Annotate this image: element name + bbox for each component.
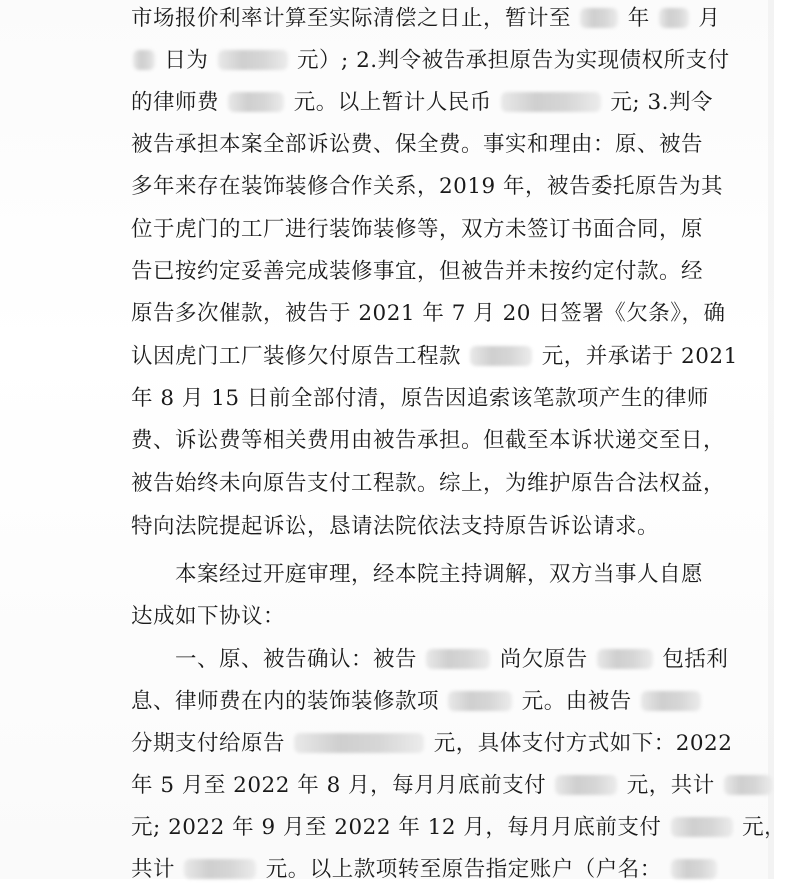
redacted-plaintiff-name [597, 649, 653, 669]
redacted-lawyer-fee [228, 92, 284, 112]
redacted-account-name [671, 859, 717, 879]
text-line-17: 息、律师费在内的装饰装修款项 元。由被告 [131, 685, 703, 719]
redacted-defendant-name-2 [641, 691, 701, 711]
scan-edge-shadow [768, 0, 774, 879]
text-line-18: 分期支付给原告 元，具体支付方式如下：2022 [131, 731, 733, 756]
text-line-12: 被告始终未向原告支付工程款。综上，为维护原告合法权益， [131, 471, 726, 496]
text-line-10: 年 8 月 15 日前全部付清，原告因追索该笔款项产生的律师 [131, 386, 709, 411]
redacted-project-amount [470, 346, 532, 366]
text-line-14: 本案经过开庭审理，经本院主持调解，双方当事人自愿 [175, 562, 704, 587]
redacted-month [659, 8, 689, 28]
text-line-5: 多年来存在装饰装修合作关系，2019 年，被告委托原告为其 [131, 174, 724, 199]
text-line-6: 位于虎门的工厂进行装饰装修等，双方未签订书面合同，原 [131, 217, 704, 242]
text-line-21: 共计 元。以上款项转至原告指定账户（户名： [131, 853, 719, 887]
text-line-19: 年 5 月至 2022 年 8 月，每月月底前支付 元，共计 [131, 769, 774, 803]
redacted-monthly-payment [555, 775, 617, 795]
text-line-4: 被告承担本案全部诉讼费、保全费。事实和理由：原、被告 [131, 132, 704, 157]
redacted-defendant-name [426, 649, 490, 669]
text-line-15: 达成如下协议： [131, 604, 286, 629]
redacted-subtotal-2 [184, 859, 256, 879]
redacted-day [133, 50, 155, 70]
text-line-20: 元; 2022 年 9 月至 2022 年 12 月，每月月底前支付 元， [131, 815, 786, 840]
redacted-monthly-payment-2 [671, 817, 733, 837]
redacted-total [501, 92, 601, 112]
redacted-subtotal [724, 775, 772, 795]
redacted-plaintiff-name-2 [294, 733, 424, 753]
text-line-3: 的律师费 元。以上暂计人民币 元; 3.判令 [131, 90, 713, 115]
text-line-2: 日为 元）; 2.判令被告承担原告为实现债权所支付 [131, 44, 730, 78]
text-line-13: 特向法院提起诉讼，恳请法院依法支持原告诉讼请求。 [131, 514, 660, 539]
redacted-year [580, 8, 618, 28]
text-line-8: 原告多次催款，被告于 2021 年 7 月 20 日签署《欠条》，确 [131, 301, 726, 326]
text-line-11: 费、诉讼费等相关费用由被告承担。但截至本诉状递交至日， [131, 428, 726, 453]
text-line-1: 市场报价利率计算至实际清偿之日止，暂计至 年 月 [131, 6, 721, 31]
text-line-16: 一、原、被告确认：被告 尚欠原告 包括利 [175, 647, 729, 672]
text-line-9: 认因虎门工厂装修欠付原告工程款 元，并承诺于 2021 [131, 344, 738, 369]
redacted-amount [218, 50, 288, 70]
text-line-7: 告已按约定妥善完成装修事宜，但被告并未按约定付款。经 [131, 259, 704, 284]
redacted-renovation-amount [448, 691, 512, 711]
